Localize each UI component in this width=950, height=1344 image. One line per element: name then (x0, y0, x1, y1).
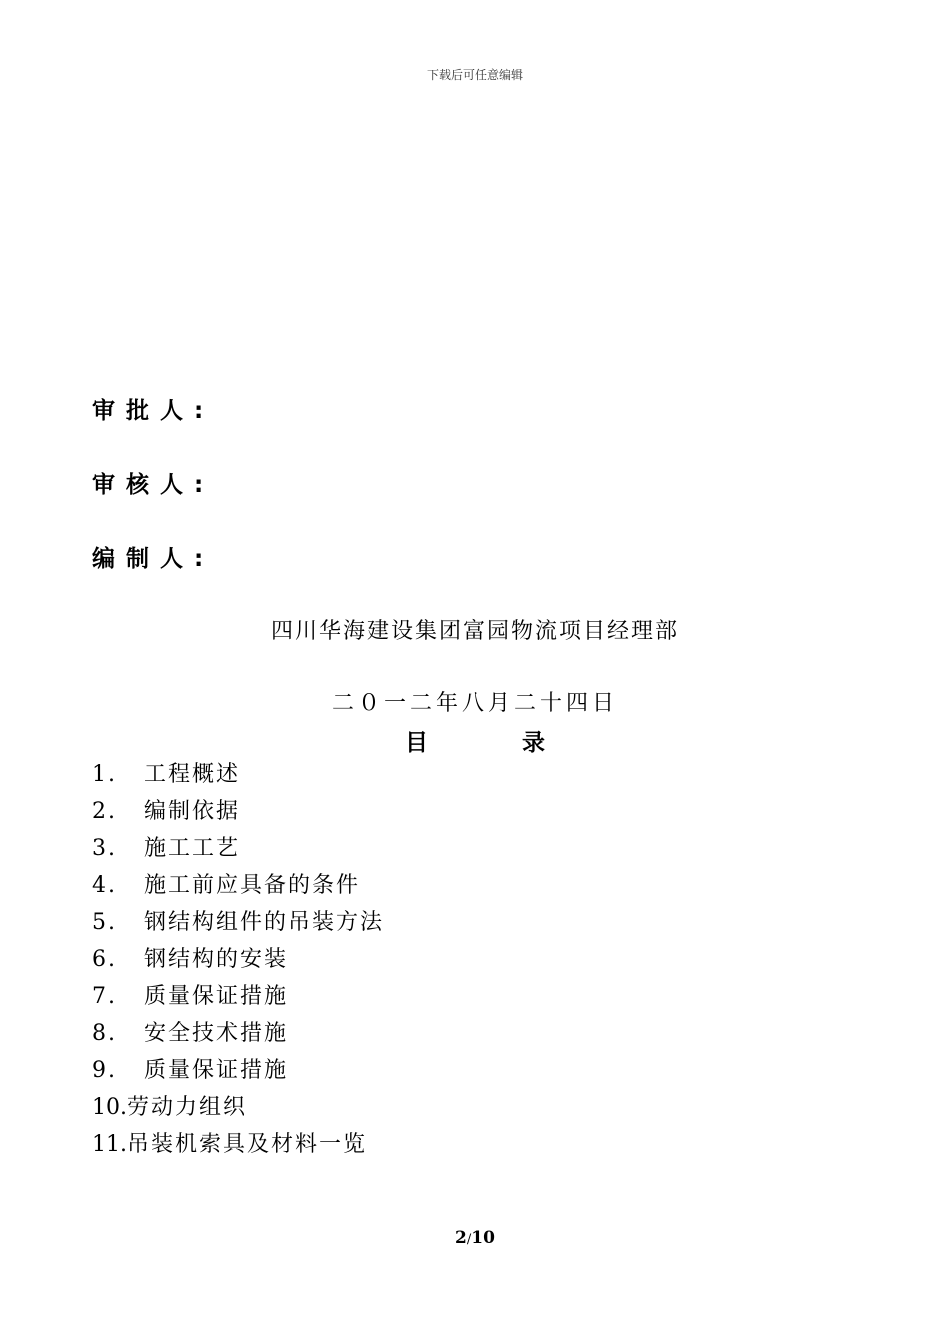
toc-item-text: 钢结构的安装 (144, 947, 289, 972)
toc-item[interactable] (92, 1130, 384, 1167)
toc-item[interactable] (92, 982, 384, 1019)
toc-item-number: 11. (92, 1132, 127, 1157)
toc-item-text: 施工前应具备的条件 (144, 873, 361, 898)
organization-name: 四川华海建设集团富园物流项目经理部 (270, 619, 679, 644)
toc-item-text: 质量保证措施 (144, 984, 289, 1009)
toc-item-number: 6. (92, 947, 117, 972)
page-separator: / (466, 1232, 472, 1247)
toc-item-number: 5. (92, 910, 117, 935)
approver-label: 审批人: (92, 398, 215, 424)
toc-item-number: 9. (92, 1058, 117, 1083)
toc-item-text: 工程概述 (144, 762, 241, 787)
toc-item-number: 7. (92, 984, 117, 1009)
toc-item[interactable] (92, 834, 384, 871)
toc-item-number: 4. (92, 873, 117, 898)
toc-item[interactable] (92, 1093, 384, 1130)
toc-item-number: 1. (92, 762, 117, 787)
toc-item-text: 吊装机索具及材料一览 (127, 1132, 368, 1157)
toc-item[interactable] (92, 945, 384, 982)
reviewer-label: 审核人: (92, 472, 215, 498)
toc-item-number: 8. (92, 1021, 117, 1046)
toc-item-text: 劳动力组织 (127, 1095, 248, 1120)
toc-item-text: 钢结构组件的吊装方法 (144, 910, 385, 935)
toc-item[interactable] (92, 1019, 384, 1056)
toc-item[interactable] (92, 760, 384, 797)
toc-item-number: 3. (92, 836, 117, 861)
toc-item[interactable] (92, 1056, 384, 1093)
page-header: 下载后可任意编辑 (426, 68, 523, 82)
toc-item-number: 10. (92, 1095, 127, 1120)
compiler-label: 编制人: (92, 546, 215, 572)
toc-item-number: 2. (92, 799, 117, 824)
toc-item-text: 编制依据 (144, 799, 241, 824)
current-page: 2 (455, 1228, 467, 1248)
page-number (0, 1228, 950, 1248)
toc-item[interactable] (92, 797, 384, 834)
toc-title: 目录 (405, 730, 639, 756)
table-of-contents (92, 760, 384, 1167)
toc-item[interactable] (92, 908, 384, 945)
toc-item-text: 安全技术措施 (144, 1021, 289, 1046)
toc-item[interactable] (92, 871, 384, 908)
total-pages: 10 (471, 1228, 495, 1248)
toc-item-text: 质量保证措施 (144, 1058, 289, 1083)
document-date: 二０一二年八月二十四日 (331, 691, 618, 716)
toc-item-text: 施工工艺 (144, 836, 241, 861)
